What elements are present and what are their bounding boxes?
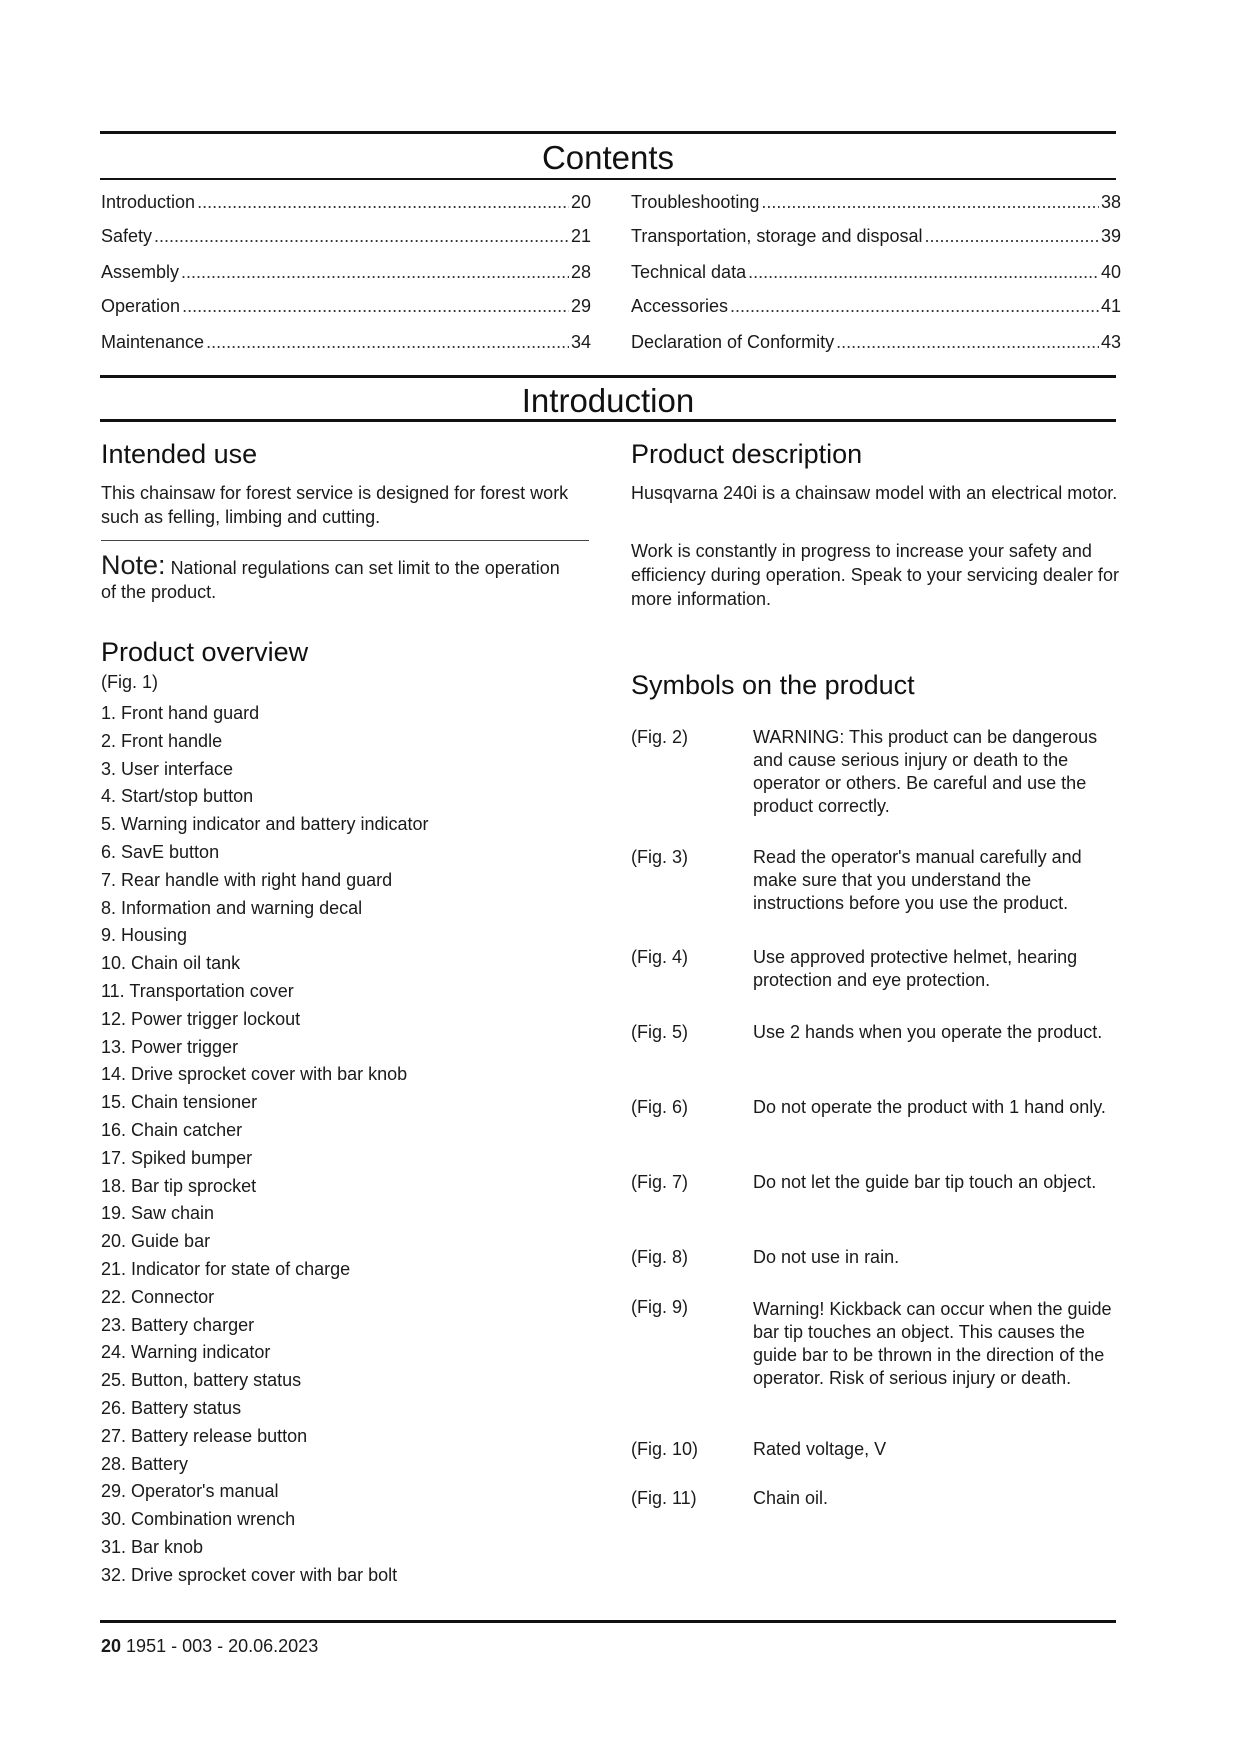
list-item: 10. Chain oil tank: [101, 953, 241, 974]
toc-entry-page: 39: [1100, 226, 1121, 246]
list-item: 27. Battery release button: [101, 1425, 308, 1446]
list-item: 30. Combination wrench: [101, 1509, 296, 1530]
toc-entry-title: Maintenance: [101, 332, 205, 352]
toc-entry-title: Introduction: [101, 192, 196, 212]
list-item: 4. Start/stop button: [101, 786, 254, 807]
toc-entry-maintenance[interactable]: [101, 331, 591, 353]
list-item: 32. Drive sprocket cover with bar bolt: [101, 1564, 398, 1585]
page-number: 20: [101, 1636, 122, 1656]
symbol-description: WARNING: This product can be dangerous and cause serious injury or death to the operator or others. Be careful and use the product correctly.: [753, 727, 1098, 816]
list-item: 29. Operator's manual: [101, 1481, 279, 1502]
toc-entry-title: Operation: [101, 296, 181, 316]
list-item: 20. Guide bar: [101, 1231, 211, 1252]
list-item: 12. Power trigger lockout: [101, 1008, 301, 1029]
toc-entry-page: 28: [570, 262, 591, 282]
symbol-fig-ref: (Fig. 9): [631, 1297, 689, 1317]
list-item: 24. Warning indicator: [101, 1342, 271, 1363]
toc-entry-page: 21: [570, 226, 591, 246]
contents-title: Contents: [541, 139, 675, 176]
list-item: 28. Battery: [101, 1453, 189, 1474]
list-item: 14. Drive sprocket cover with bar knob: [101, 1064, 408, 1085]
toc-entry-operation[interactable]: [101, 295, 591, 317]
toc-leader-dots: [925, 225, 1099, 247]
toc-entry-title: Assembly: [101, 262, 180, 282]
introduction-title: Introduction: [521, 382, 695, 419]
symbol-description: Rated voltage, V: [753, 1439, 887, 1459]
product-description-p2: Work is constantly in progress to increase your safety and efficiency during operation. Speak to your servicing dealer for more information.: [631, 541, 1119, 609]
toc-leader-dots: [182, 295, 569, 317]
toc-leader-dots: [730, 295, 1099, 317]
toc-entry-page: 29: [570, 296, 591, 316]
intended-use-divider: [101, 540, 589, 541]
toc-leader-dots: [206, 331, 569, 353]
product-overview-heading: Product overview: [101, 637, 309, 667]
symbol-description: Do not let the guide bar tip touch an object.: [753, 1172, 1097, 1192]
list-item: 23. Battery charger: [101, 1314, 255, 1335]
intended-use-text: This chainsaw for forest service is designed for forest work such as felling, limbing and cutting.: [101, 483, 569, 527]
list-item: 7. Rear handle with right hand guard: [101, 869, 393, 890]
toc-right-column: [631, 191, 1121, 361]
toc-leader-dots: [197, 191, 569, 213]
list-item: 17. Spiked bumper: [101, 1147, 253, 1168]
toc-left-column: [101, 191, 591, 361]
symbol-description: Use approved protective helmet, hearing protection and eye protection.: [753, 947, 1078, 990]
symbol-fig-ref: (Fig. 3): [631, 847, 689, 867]
list-item: 16. Chain catcher: [101, 1119, 243, 1140]
toc-entry-title: Safety: [101, 226, 153, 246]
list-item: 9. Housing: [101, 925, 188, 946]
toc-entry-page: 41: [1100, 296, 1121, 316]
symbols-heading: Symbols on the product: [631, 670, 915, 700]
list-item: 21. Indicator for state of charge: [101, 1258, 351, 1279]
list-item: 2. Front handle: [101, 730, 223, 751]
product-description-p1: Husqvarna 240i is a chainsaw model with an electrical motor.: [631, 483, 1118, 503]
toc-leader-dots: [154, 225, 569, 247]
toc-entry-transportation[interactable]: [631, 225, 1121, 247]
product-overview-list: [101, 700, 429, 1590]
toc-entry-title: Technical data: [631, 262, 747, 282]
product-description-heading: Product description: [631, 439, 863, 469]
toc-leader-dots: [748, 261, 1099, 283]
list-item: 13. Power trigger: [101, 1036, 239, 1057]
list-item: 18. Bar tip sprocket: [101, 1175, 257, 1196]
toc-entry-troubleshooting[interactable]: [631, 191, 1121, 213]
intended-use-heading: Intended use: [101, 439, 258, 469]
toc-entry-safety[interactable]: [101, 225, 591, 247]
introduction-top-rule: [100, 375, 1116, 378]
list-item: 8. Information and warning decal: [101, 897, 363, 918]
symbol-fig-ref: (Fig. 4): [631, 947, 689, 967]
toc-entry-technical-data[interactable]: [631, 261, 1121, 283]
toc-entry-page: 38: [1100, 192, 1121, 212]
toc-entry-page: 34: [570, 332, 591, 352]
symbol-fig-ref: (Fig. 6): [631, 1097, 689, 1117]
toc-entry-page: 40: [1100, 262, 1121, 282]
toc-entry-title: Accessories: [631, 296, 729, 316]
toc-entry-title: Troubleshooting: [631, 192, 760, 212]
page-footer: [101, 1636, 318, 1657]
document-reference: 1951 - 003 - 20.06.2023: [126, 1636, 319, 1656]
symbol-description: Warning! Kickback can occur when the guide bar tip touches an object. This causes the guide bar to be thrown in the direction of the operator. Risk of serious injury or death.: [753, 1299, 1112, 1388]
list-item: 26. Battery status: [101, 1397, 242, 1418]
toc-entry-title: Declaration of Conformity: [631, 332, 835, 352]
list-item: 15. Chain tensioner: [101, 1092, 258, 1113]
contents-top-rule: [100, 131, 1116, 134]
list-item: 25. Button, battery status: [101, 1370, 302, 1391]
toc-entry-page: 43: [1100, 332, 1121, 352]
symbol-description: Do not use in rain.: [753, 1247, 900, 1267]
symbol-fig-ref: (Fig. 8): [631, 1247, 689, 1267]
list-item: 11. Transportation cover: [101, 980, 294, 1001]
symbol-fig-ref: (Fig. 2): [631, 727, 689, 747]
footer-rule: [100, 1620, 1116, 1623]
symbol-description: Use 2 hands when you operate the product.: [753, 1022, 1103, 1042]
toc-leader-dots: [761, 191, 1099, 213]
product-overview-fig-ref: (Fig. 1): [101, 672, 159, 692]
note-block: [101, 550, 571, 604]
list-item: 19. Saw chain: [101, 1203, 215, 1224]
symbol-description: Read the operator's manual carefully and make sure that you understand the instructions before you use the product.: [753, 847, 1082, 913]
list-item: 22. Connector: [101, 1286, 215, 1307]
symbol-fig-ref: (Fig. 7): [631, 1172, 689, 1192]
contents-bottom-rule: [100, 178, 1116, 180]
toc-leader-dots: [181, 261, 569, 283]
toc-entry-title: Transportation, storage and disposal: [631, 226, 923, 246]
list-item: 31. Bar knob: [101, 1536, 204, 1557]
toc-entry-page: 20: [570, 192, 591, 212]
symbol-description: Do not operate the product with 1 hand only.: [753, 1097, 1106, 1117]
toc-entry-introduction[interactable]: [101, 191, 591, 213]
list-item: 5. Warning indicator and battery indicator: [101, 814, 429, 835]
note-label: Note:: [101, 550, 166, 580]
introduction-bottom-rule: [100, 419, 1116, 422]
toc-entry-accessories[interactable]: [631, 295, 1121, 317]
list-item: 1. Front hand guard: [101, 703, 260, 723]
symbol-fig-ref: (Fig. 10): [631, 1439, 699, 1459]
note-text: National regulations can set limit to the operation of the product.: [101, 558, 560, 602]
symbol-fig-ref: (Fig. 11): [631, 1488, 697, 1508]
list-item: 3. User interface: [101, 758, 234, 779]
toc-entry-declaration[interactable]: [631, 331, 1121, 353]
toc-leader-dots: [836, 331, 1099, 353]
list-item: 6. SavE button: [101, 841, 220, 862]
symbol-description: Chain oil.: [753, 1488, 829, 1508]
symbol-fig-ref: (Fig. 5): [631, 1022, 689, 1042]
toc-entry-assembly[interactable]: [101, 261, 591, 283]
